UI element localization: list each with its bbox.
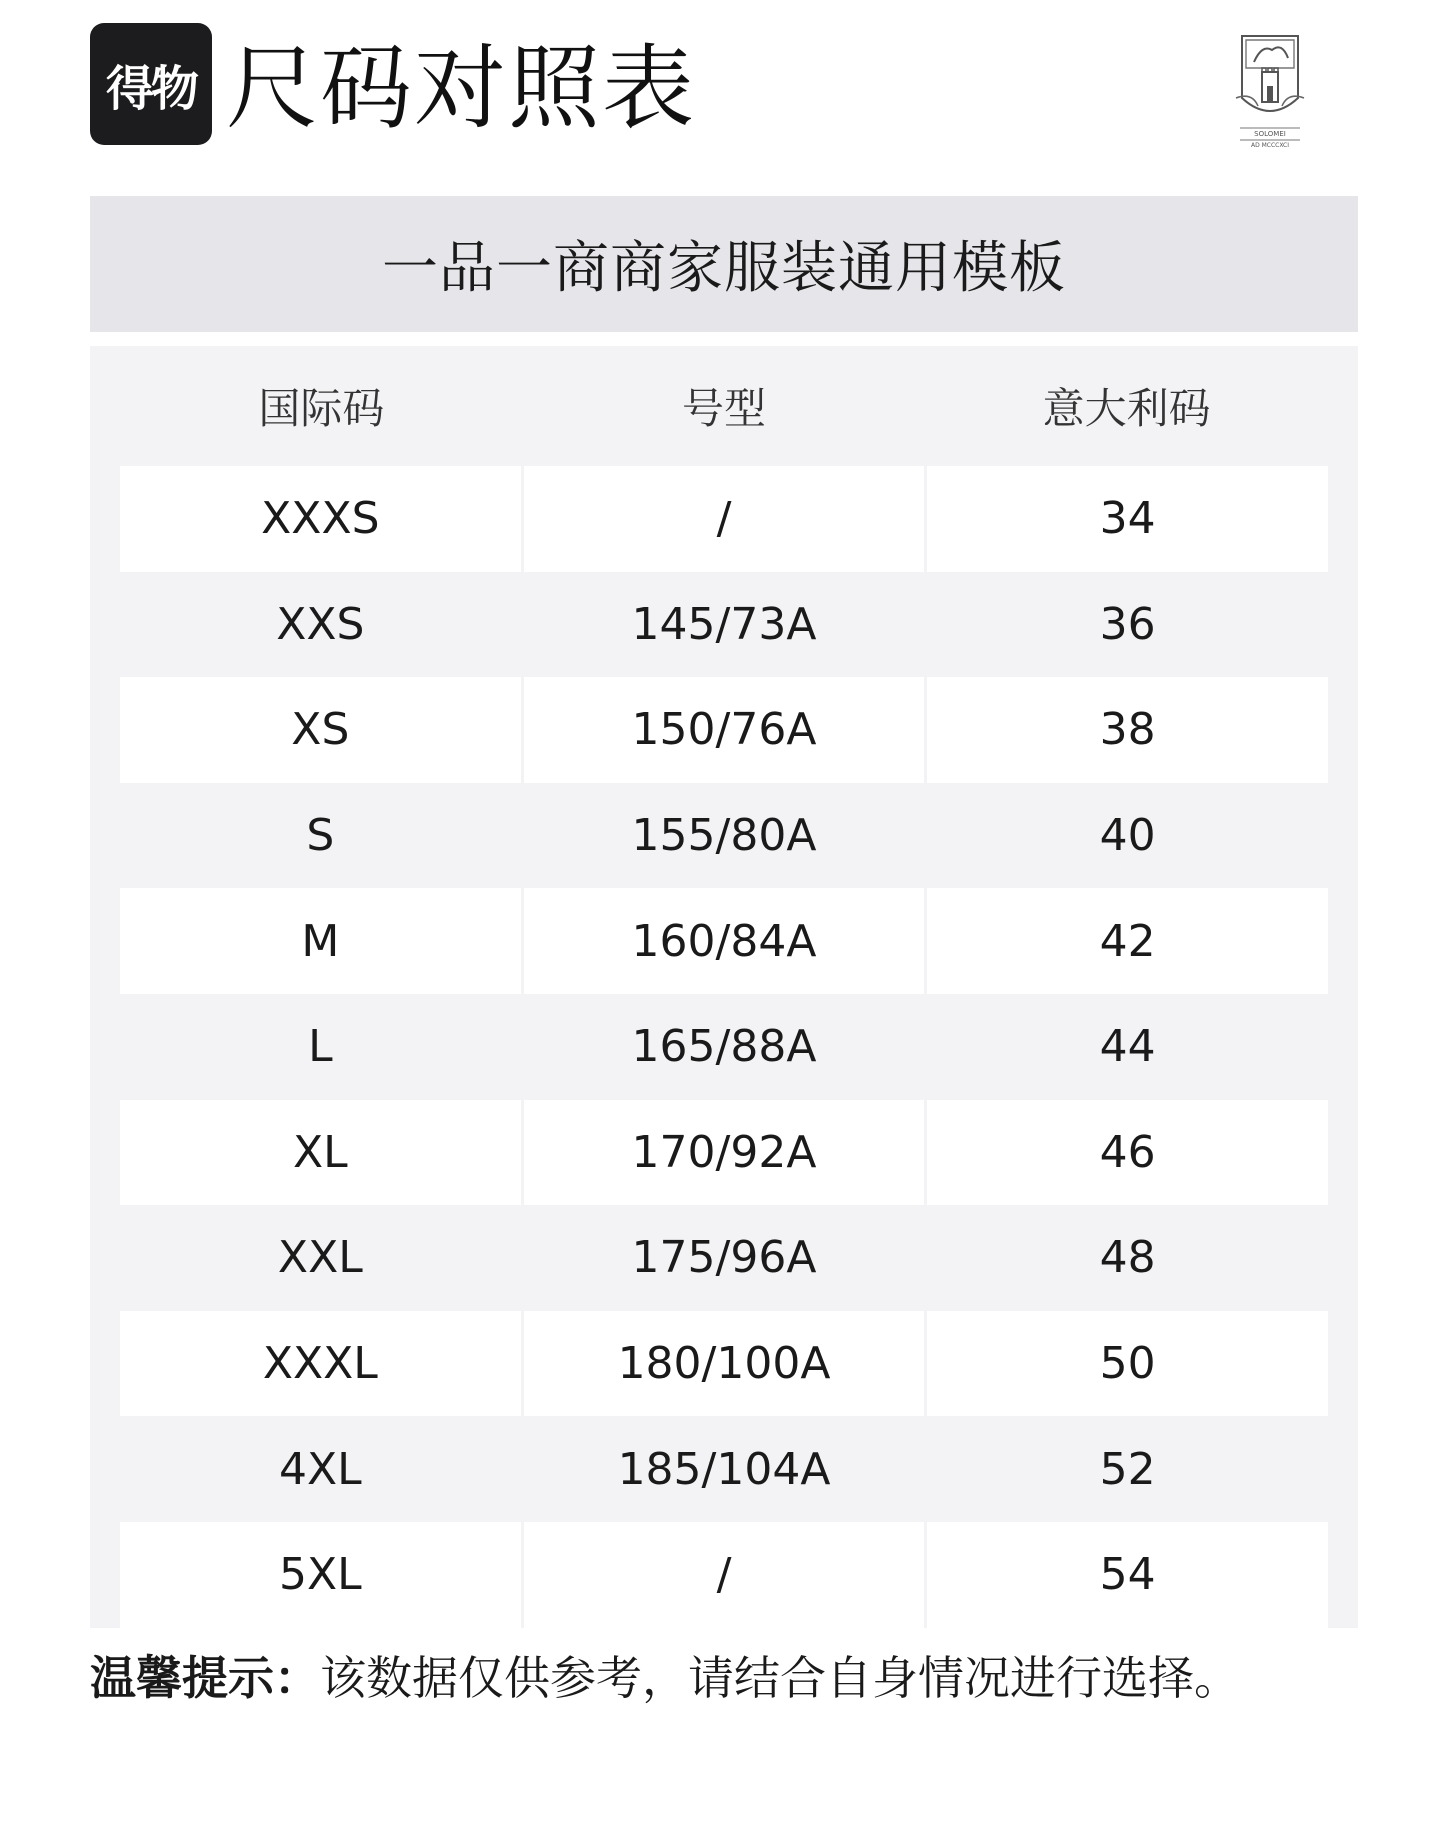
table-row xyxy=(120,994,1328,1100)
column-header-italy: 意大利码 xyxy=(1042,384,1211,433)
cell-italy-size: 48 xyxy=(1099,1232,1156,1284)
table-row xyxy=(120,1205,1328,1311)
cell-italy-size: 36 xyxy=(1099,598,1156,650)
cell-spec-size: 175/96A xyxy=(631,1232,817,1284)
column-header-spec: 号型 xyxy=(682,384,767,433)
tip-note xyxy=(90,1648,1240,1708)
cell-spec-size: 185/104A xyxy=(617,1443,831,1495)
cell-intl-size: XXL xyxy=(277,1232,363,1284)
cell-intl-size: L xyxy=(308,1021,333,1073)
table-row xyxy=(120,572,1328,678)
cell-italy-size: 54 xyxy=(927,1522,1328,1628)
cell-spec-size: 145/73A xyxy=(631,598,817,650)
table-row xyxy=(120,1522,1328,1628)
cell-intl-size: XXXS xyxy=(120,466,521,572)
dewu-logo: 得物 xyxy=(90,23,212,145)
cell-intl-size: XXXL xyxy=(120,1311,521,1417)
cell-intl-size: 5XL xyxy=(120,1522,521,1628)
cell-spec-size: 160/84A xyxy=(524,888,925,994)
tip-text: 该数据仅供参考，请结合自身情况进行选择。 xyxy=(320,1651,1240,1705)
table-row xyxy=(120,888,1328,994)
cell-italy-size: 46 xyxy=(927,1100,1328,1206)
cell-intl-size: M xyxy=(120,888,521,994)
cell-italy-size: 34 xyxy=(927,466,1328,572)
header xyxy=(90,20,1350,150)
page-title: 尺码对照表 xyxy=(226,35,697,142)
cell-spec-size: 170/92A xyxy=(524,1100,925,1206)
table-row xyxy=(120,1416,1328,1522)
table-row xyxy=(120,466,1328,572)
cell-italy-size: 52 xyxy=(1099,1443,1156,1495)
size-table xyxy=(90,346,1358,1628)
table-row xyxy=(120,1311,1328,1417)
column-headers xyxy=(120,346,1328,466)
cell-intl-size: XS xyxy=(120,677,521,783)
cell-italy-size: 40 xyxy=(1099,810,1156,862)
column-header-intl: 国际码 xyxy=(258,384,385,433)
cell-intl-size: XXS xyxy=(276,598,365,650)
table-row xyxy=(120,677,1328,783)
cell-intl-size: S xyxy=(306,810,335,862)
cell-spec-size: / xyxy=(524,1522,925,1628)
tip-label: 温馨提示： xyxy=(90,1651,320,1705)
cell-spec-size: 155/80A xyxy=(631,810,817,862)
cell-italy-size: 42 xyxy=(927,888,1328,994)
cell-italy-size: 50 xyxy=(927,1311,1328,1417)
template-banner: 一品一商商家服装通用模板 xyxy=(90,196,1358,332)
cell-intl-size: 4XL xyxy=(279,1443,362,1495)
table-body xyxy=(120,466,1328,1628)
cell-intl-size: XL xyxy=(120,1100,521,1206)
svg-text:AD MCCCXCI: AD MCCCXCI xyxy=(1250,142,1290,148)
table-row xyxy=(120,1100,1328,1206)
svg-text:SOLOMEI: SOLOMEI xyxy=(1254,130,1286,138)
table-row xyxy=(120,783,1328,889)
cell-spec-size: 165/88A xyxy=(631,1021,817,1073)
brand-crest-logo xyxy=(1232,28,1308,148)
cell-spec-size: / xyxy=(524,466,925,572)
cell-spec-size: 150/76A xyxy=(524,677,925,783)
cell-italy-size: 44 xyxy=(1099,1021,1156,1073)
cell-spec-size: 180/100A xyxy=(524,1311,925,1417)
cell-italy-size: 38 xyxy=(927,677,1328,783)
